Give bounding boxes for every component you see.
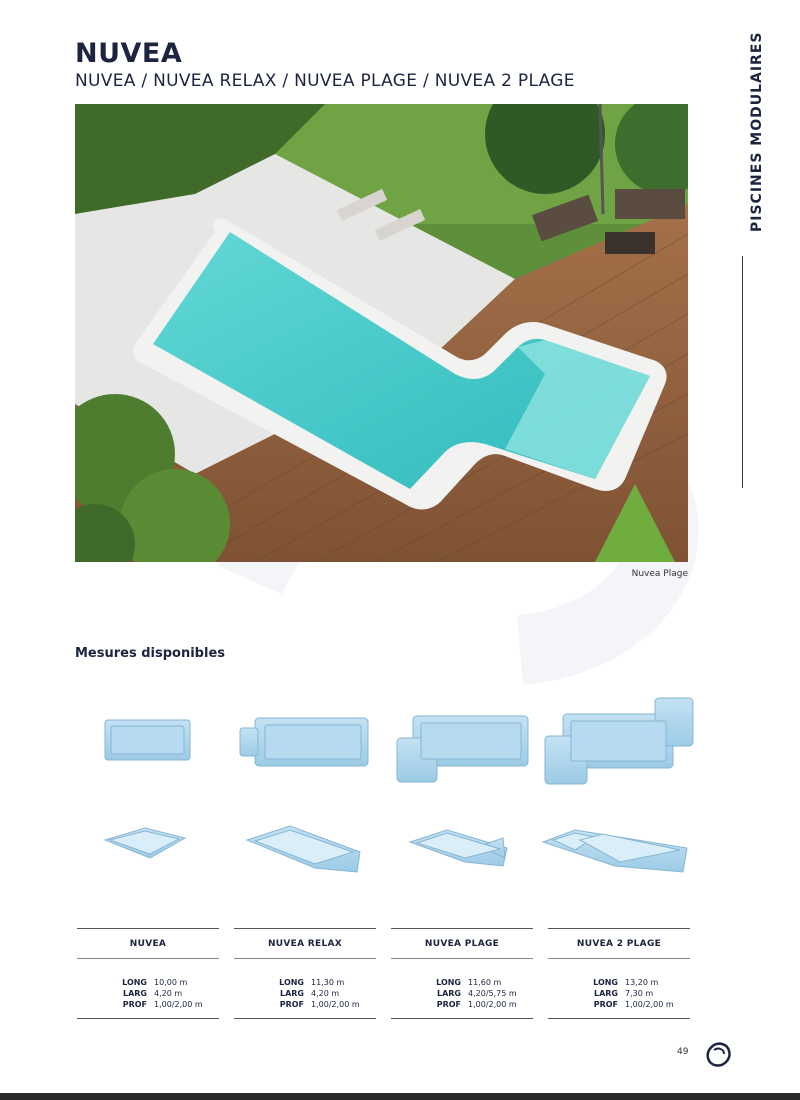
spec-column-nuvea-2-plage: [548, 928, 690, 1019]
model-name: NUVEA PLAGE: [424, 939, 500, 949]
page-title: NUVEA: [75, 38, 183, 69]
spec-value-prof: 1,00/2,00 m: [154, 1000, 203, 1009]
spec-bottom-rule: [391, 1018, 533, 1019]
model-name: NUVEA RELAX: [267, 939, 343, 949]
spec-column-nuvea-plage: [391, 928, 533, 1019]
spec-label-long: LONG: [122, 978, 147, 987]
spec-mid-rule: [234, 958, 376, 959]
spec-label-long: LONG: [593, 978, 618, 987]
spec-column-nuvea: [77, 928, 219, 1019]
spec-value-prof: 1,00/2,00 m: [468, 1000, 517, 1009]
spec-value-larg: 7,30 m: [625, 989, 654, 998]
nuvea-3d-view: [105, 828, 185, 858]
side-divider: [742, 256, 743, 488]
hero-pool-photo: [75, 104, 688, 562]
spec-label-long: LONG: [436, 978, 461, 987]
spec-bottom-rule: [548, 1018, 690, 1019]
spec-label-larg: LARG: [279, 989, 304, 998]
spec-value-larg: 4,20 m: [311, 989, 340, 998]
spec-label-larg: LARG: [436, 989, 461, 998]
spec-label-prof: PROF: [436, 1000, 461, 1009]
spec-mid-rule: [391, 958, 533, 959]
side-section-label: [727, 31, 765, 234]
spec-bottom-rule: [234, 1018, 376, 1019]
spec-value-long: 13,20 m: [625, 978, 659, 987]
page-number: 49: [677, 1047, 689, 1057]
spec-column-nuvea-relax: [234, 928, 376, 1019]
nuvea-2-plage-top-view: [545, 698, 693, 784]
section-heading: Mesures disponibles: [75, 646, 226, 661]
spec-value-long: 11,60 m: [468, 978, 502, 987]
spec-bottom-rule: [77, 1018, 219, 1019]
scan-bottom-edge: [0, 1093, 800, 1100]
spec-value-larg: 4,20/5,75 m: [468, 989, 517, 998]
model-name: NUVEA 2 PLAGE: [576, 939, 662, 949]
spec-value-prof: 1,00/2,00 m: [625, 1000, 674, 1009]
model-name: NUVEA: [129, 939, 167, 949]
page-subtitle: NUVEA / NUVEA RELAX / NUVEA PLAGE / NUVEA 2 PLAGE: [75, 71, 575, 91]
spec-label-prof: PROF: [593, 1000, 618, 1009]
spec-label-larg: LARG: [122, 989, 147, 998]
nuvea-2-plage-3d-view: [543, 830, 687, 872]
spec-value-larg: 4,20 m: [154, 989, 183, 998]
spec-top-rule: [234, 928, 376, 929]
nuvea-top-view: [105, 720, 190, 760]
spec-mid-rule: [77, 958, 219, 959]
spec-label-prof: PROF: [279, 1000, 304, 1009]
side-section-label-text: PISCINES MODULAIRES: [749, 31, 765, 232]
spec-value-long: 10,00 m: [154, 978, 188, 987]
nuvea-plage-3d-view: [410, 830, 507, 866]
spec-mid-rule: [548, 958, 690, 959]
nuvea-plage-top-view: [397, 716, 528, 782]
brand-logo-icon: [702, 1038, 734, 1070]
spec-value-prof: 1,00/2,00 m: [311, 1000, 360, 1009]
nuvea-relax-top-view: [240, 718, 368, 766]
spec-label-prof: PROF: [122, 1000, 147, 1009]
spec-label-larg: LARG: [593, 989, 618, 998]
photo-caption: Nuvea Plage: [631, 569, 688, 579]
pool-shapes-illustration: [75, 690, 700, 890]
spec-value-long: 11,30 m: [311, 978, 345, 987]
spec-top-rule: [77, 928, 219, 929]
spec-top-rule: [548, 928, 690, 929]
spec-label-long: LONG: [279, 978, 304, 987]
nuvea-relax-3d-view: [247, 826, 360, 872]
spec-top-rule: [391, 928, 533, 929]
